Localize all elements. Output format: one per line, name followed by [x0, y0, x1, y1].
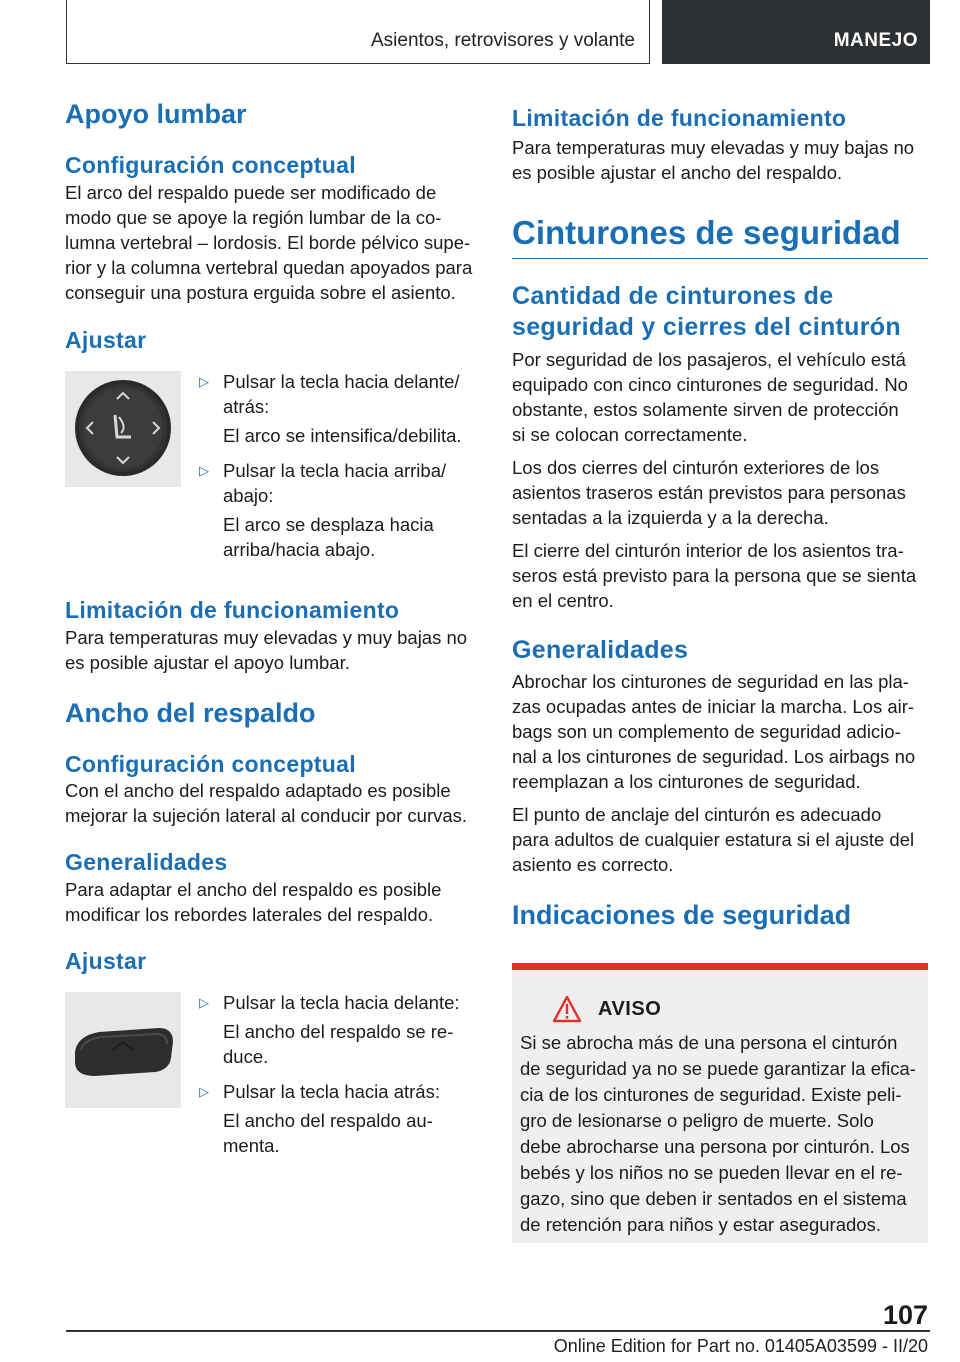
- adjust-lumbar-block: [65, 369, 477, 562]
- heading-ancho-respaldo: Ancho del respaldo: [65, 697, 316, 728]
- paragraph-configuracion-2: Con el ancho del respaldo adaptado es posible mejorar la sujeción lateral al conducir por curvas.: [65, 780, 468, 827]
- page-number: 107: [882, 1300, 928, 1330]
- header-chapter-title: MANEJO: [833, 30, 918, 51]
- heading-configuracion-1: Configuración conceptual: [65, 151, 356, 178]
- paragraph-cantidad-1: Por seguridad de los pasajeros, el vehículo está equipado con cinco cinturones de seguridad. No obstante, estos solamente sirven de protección si se colocan correctamente.: [512, 349, 908, 446]
- paragraph-generalidades-2b: El punto de anclaje del cinturón es adecuado para adultos de cualquier estatura si el ajuste del asiento es correcto.: [512, 803, 915, 875]
- list-item: ▷ Pulsar la tecla hacia delante:: [199, 991, 460, 1013]
- heading-limitacion-1: Limitación de funcionamiento: [65, 597, 400, 624]
- heading-ajustar-2: Ajustar: [65, 948, 147, 975]
- heading-apoyo-lumbar: Apoyo lumbar: [65, 99, 247, 129]
- paragraph-generalidades-2a: Abrochar los cinturones de seguridad en las pla- zas ocupadas antes de iniciar la marcha. Los air- bags son un complemento de seguridad adicio- nal a los cinturones de seguridad. Los airbags no reemplazan a los cinturones de seguridad.: [512, 670, 916, 792]
- list-item-result: El arco se intensifica/debilita.: [223, 425, 462, 447]
- width-instructions-list: [199, 990, 475, 1158]
- footer-edition: Online Edition for Part no. 01405A03599 - II/20: [553, 1336, 928, 1356]
- left-column: [65, 100, 477, 1158]
- warning-label: AVISO: [598, 997, 662, 1020]
- lumbar-control-photo: [65, 371, 181, 487]
- heading-generalidades-1: Generalidades: [65, 849, 228, 876]
- lumbar-instructions-list: [199, 369, 475, 562]
- backrest-width-button-icon: [65, 992, 181, 1108]
- triangle-bullet-icon: ▷: [199, 994, 209, 1010]
- warning-box: [512, 963, 928, 1243]
- paragraph-generalidades-1: Para adaptar el ancho del respaldo es posible modificar los rebordes laterales del respaldo.: [65, 879, 442, 926]
- lumbar-control-knob-icon: [65, 371, 181, 487]
- header-section-box: [66, 0, 650, 64]
- triangle-bullet-icon: ▷: [199, 463, 209, 479]
- heading-generalidades-2: Generalidades: [512, 636, 689, 665]
- heading-ajustar-1: Ajustar: [65, 327, 147, 354]
- paragraph-limitacion-1: Para temperaturas muy elevadas y muy bajas no es posible ajustar el apoyo lumbar.: [65, 626, 468, 673]
- list-item: ▷ Pulsar la tecla hacia atrás:: [199, 1080, 440, 1102]
- paragraph-cantidad-2: Los dos cierres del cinturón exteriores de los asientos traseros están previstos para personas sentadas a la izquierda y a la derecha.: [512, 457, 906, 529]
- list-item-result: El ancho del respaldo au- menta.: [223, 1109, 433, 1156]
- paragraph-limitacion-2: Para temperaturas muy elevadas y muy bajas no es posible ajustar el ancho del respaldo.: [512, 136, 915, 183]
- heading-cantidad-cinturones: Cantidad de cinturones de seguridad y cierres del cinturón: [512, 282, 901, 342]
- list-item-result: El arco se desplaza hacia arriba/hacia abajo.: [223, 514, 434, 561]
- paragraph-cantidad-3: El cierre del cinturón interior de los asientos tra- seros está previsto para la persona que se sienta en el centro.: [512, 540, 917, 612]
- list-item-result: El ancho del respaldo se re- duce.: [223, 1020, 454, 1067]
- footer-divider: [66, 1330, 930, 1332]
- right-column: [512, 100, 928, 930]
- paragraph-configuracion-1: El arco del respaldo puede ser modificado de modo que se apoye la región lumbar de la co- lumna vertebral – lordosis. El borde pélvico supe- rior y la columna vertebral quedan apoyados para conseguir una postura erguida sobre el asiento.: [65, 182, 473, 304]
- warning-triangle-icon: [552, 995, 582, 1023]
- heading-limitacion-2: Limitación de funcionamiento: [512, 105, 847, 131]
- adjust-width-block: [65, 990, 477, 1158]
- list-item: ▷ Pulsar la tecla hacia arriba/ abajo:: [199, 460, 447, 507]
- warning-header: [552, 994, 661, 1024]
- width-control-photo: [65, 992, 181, 1108]
- warning-text: Si se abrocha más de una persona el cinturón de seguridad ya no se puede garantizar la efica- cia de los cinturones de seguridad. Existe peli- gro de lesionarse o peligro de muerte. Solo debe abrocharse una persona por cinturón. Los bebés y los niños no se pueden llevar en el re- gazo, sino que deben ir sentados en el sistema de retención para niños y estar asegurados.: [520, 1032, 916, 1235]
- list-item: ▷ Pulsar la tecla hacia delante/ atrás:: [199, 371, 460, 418]
- chapter-heading-cinturones: Cinturones de seguridad: [512, 213, 928, 260]
- header-chapter-tab: [662, 0, 930, 64]
- heading-configuracion-2: Configuración conceptual: [65, 750, 356, 777]
- heading-indicaciones-seguridad: Indicaciones de seguridad: [512, 899, 852, 930]
- triangle-bullet-icon: ▷: [199, 374, 209, 390]
- page-header: [66, 0, 930, 64]
- triangle-bullet-icon: ▷: [199, 1083, 209, 1099]
- header-section-title: Asientos, retrovisores y volante: [370, 30, 635, 51]
